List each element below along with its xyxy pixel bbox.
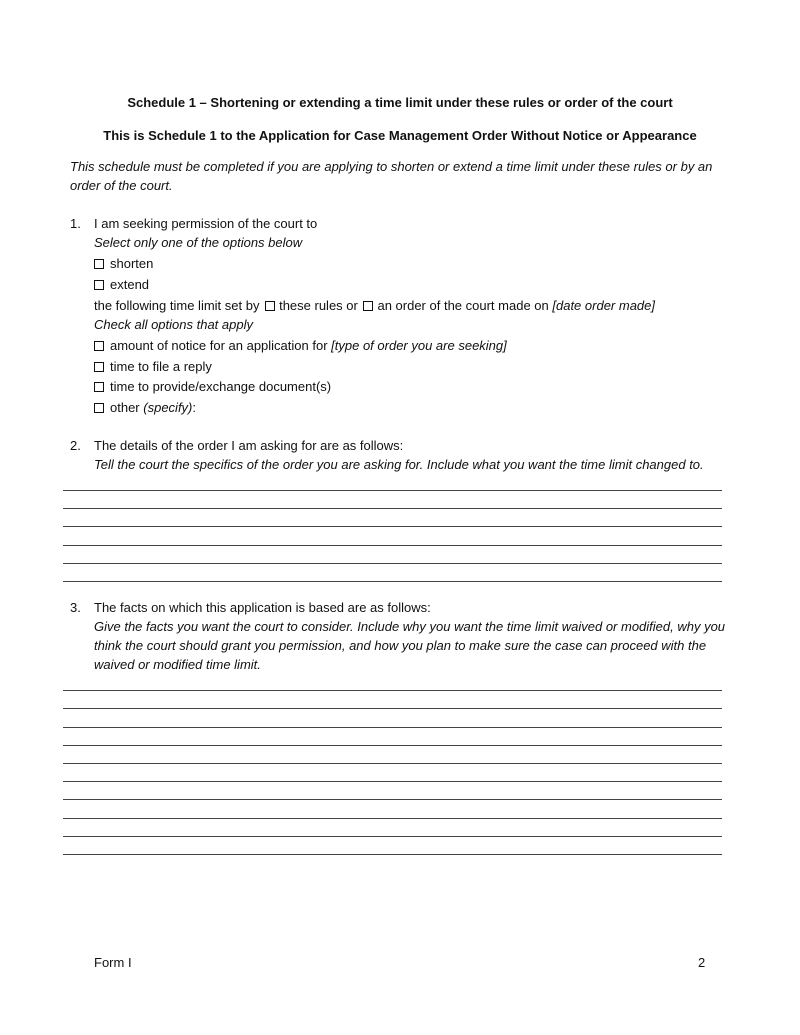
answer-line[interactable]	[63, 818, 722, 819]
option-reply[interactable]	[94, 357, 212, 376]
answer-line[interactable]	[63, 490, 722, 491]
answer-line[interactable]	[63, 690, 722, 691]
these-rules-label: these rules or	[279, 298, 358, 313]
answer-line[interactable]	[63, 836, 722, 837]
answer-line[interactable]	[63, 727, 722, 728]
option-shorten[interactable]	[94, 254, 153, 273]
item3-number: 3.	[70, 600, 81, 615]
checkbox-these-rules[interactable]	[265, 301, 275, 311]
time-limit-line	[94, 296, 655, 315]
checkbox-extend[interactable]	[94, 280, 104, 290]
option-other-colon: :	[192, 400, 197, 415]
option-notice-label: amount of notice for an application for	[110, 338, 328, 353]
schedule-title: Schedule 1 – Shortening or extending a time limit under these rules or order of the court	[127, 95, 673, 110]
answer-line[interactable]	[63, 799, 722, 800]
answer-line[interactable]	[63, 526, 722, 527]
item1-text: I am seeking permission of the court to	[94, 216, 318, 231]
item1-instruction-one: Select only one of the options below	[94, 235, 303, 250]
option-other-label: other	[110, 400, 140, 415]
item2-number: 2.	[70, 438, 81, 453]
option-notice[interactable]	[94, 336, 507, 355]
item1-number: 1.	[70, 216, 81, 231]
order-type-placeholder: [type of order you are seeking]	[331, 338, 507, 353]
item3-instruction: Give the facts you want the court to consider. Include why you want the time limit waived or modified, why you think the court should grant you permission, and how you plan to make sure the case can proceed with the waived or modified time limit.	[94, 619, 726, 672]
option-documents-label: time to provide/exchange document(s)	[110, 379, 332, 394]
answer-line[interactable]	[63, 508, 722, 509]
answer-line[interactable]	[63, 763, 722, 764]
item2-text: The details of the order I am asking for are as follows:	[94, 438, 404, 453]
court-order-label: an order of the court made on	[377, 298, 549, 313]
time-limit-prefix: the following time limit set by	[94, 298, 260, 313]
option-documents[interactable]	[94, 377, 331, 396]
item3-text: The facts on which this application is based are as follows:	[94, 600, 431, 615]
option-shorten-label: shorten	[110, 256, 154, 271]
answer-line[interactable]	[63, 781, 722, 782]
checkbox-other[interactable]	[94, 403, 104, 413]
answer-line[interactable]	[63, 563, 722, 564]
footer-page-number: 2	[698, 955, 706, 970]
answer-line[interactable]	[63, 581, 722, 582]
option-reply-label: time to file a reply	[110, 359, 212, 374]
checkbox-documents[interactable]	[94, 382, 104, 392]
answer-line[interactable]	[63, 545, 722, 546]
checkbox-notice[interactable]	[94, 341, 104, 351]
checkbox-shorten[interactable]	[94, 259, 104, 269]
answer-line[interactable]	[63, 745, 722, 746]
option-other-specify: (specify)	[143, 400, 193, 415]
option-extend[interactable]	[94, 275, 149, 294]
schedule-subtitle: This is Schedule 1 to the Application for Case Management Order Without Notice or Appearance	[103, 128, 697, 143]
item1-instruction-all: Check all options that apply	[94, 317, 253, 332]
footer-form-name: Form I	[94, 955, 132, 970]
option-extend-label: extend	[110, 277, 150, 292]
date-order-made-placeholder: [date order made]	[552, 298, 655, 313]
answer-line[interactable]	[63, 708, 722, 709]
item2-instruction: Tell the court the specifics of the order you are asking for. Include what you want the time limit changed to.	[94, 457, 704, 472]
option-other[interactable]	[94, 398, 196, 417]
checkbox-reply[interactable]	[94, 362, 104, 372]
checkbox-court-order[interactable]	[363, 301, 373, 311]
answer-line[interactable]	[63, 854, 722, 855]
intro-instruction: This schedule must be completed if you are applying to shorten or extend a time limit under these rules or by an order of the court.	[70, 159, 713, 193]
